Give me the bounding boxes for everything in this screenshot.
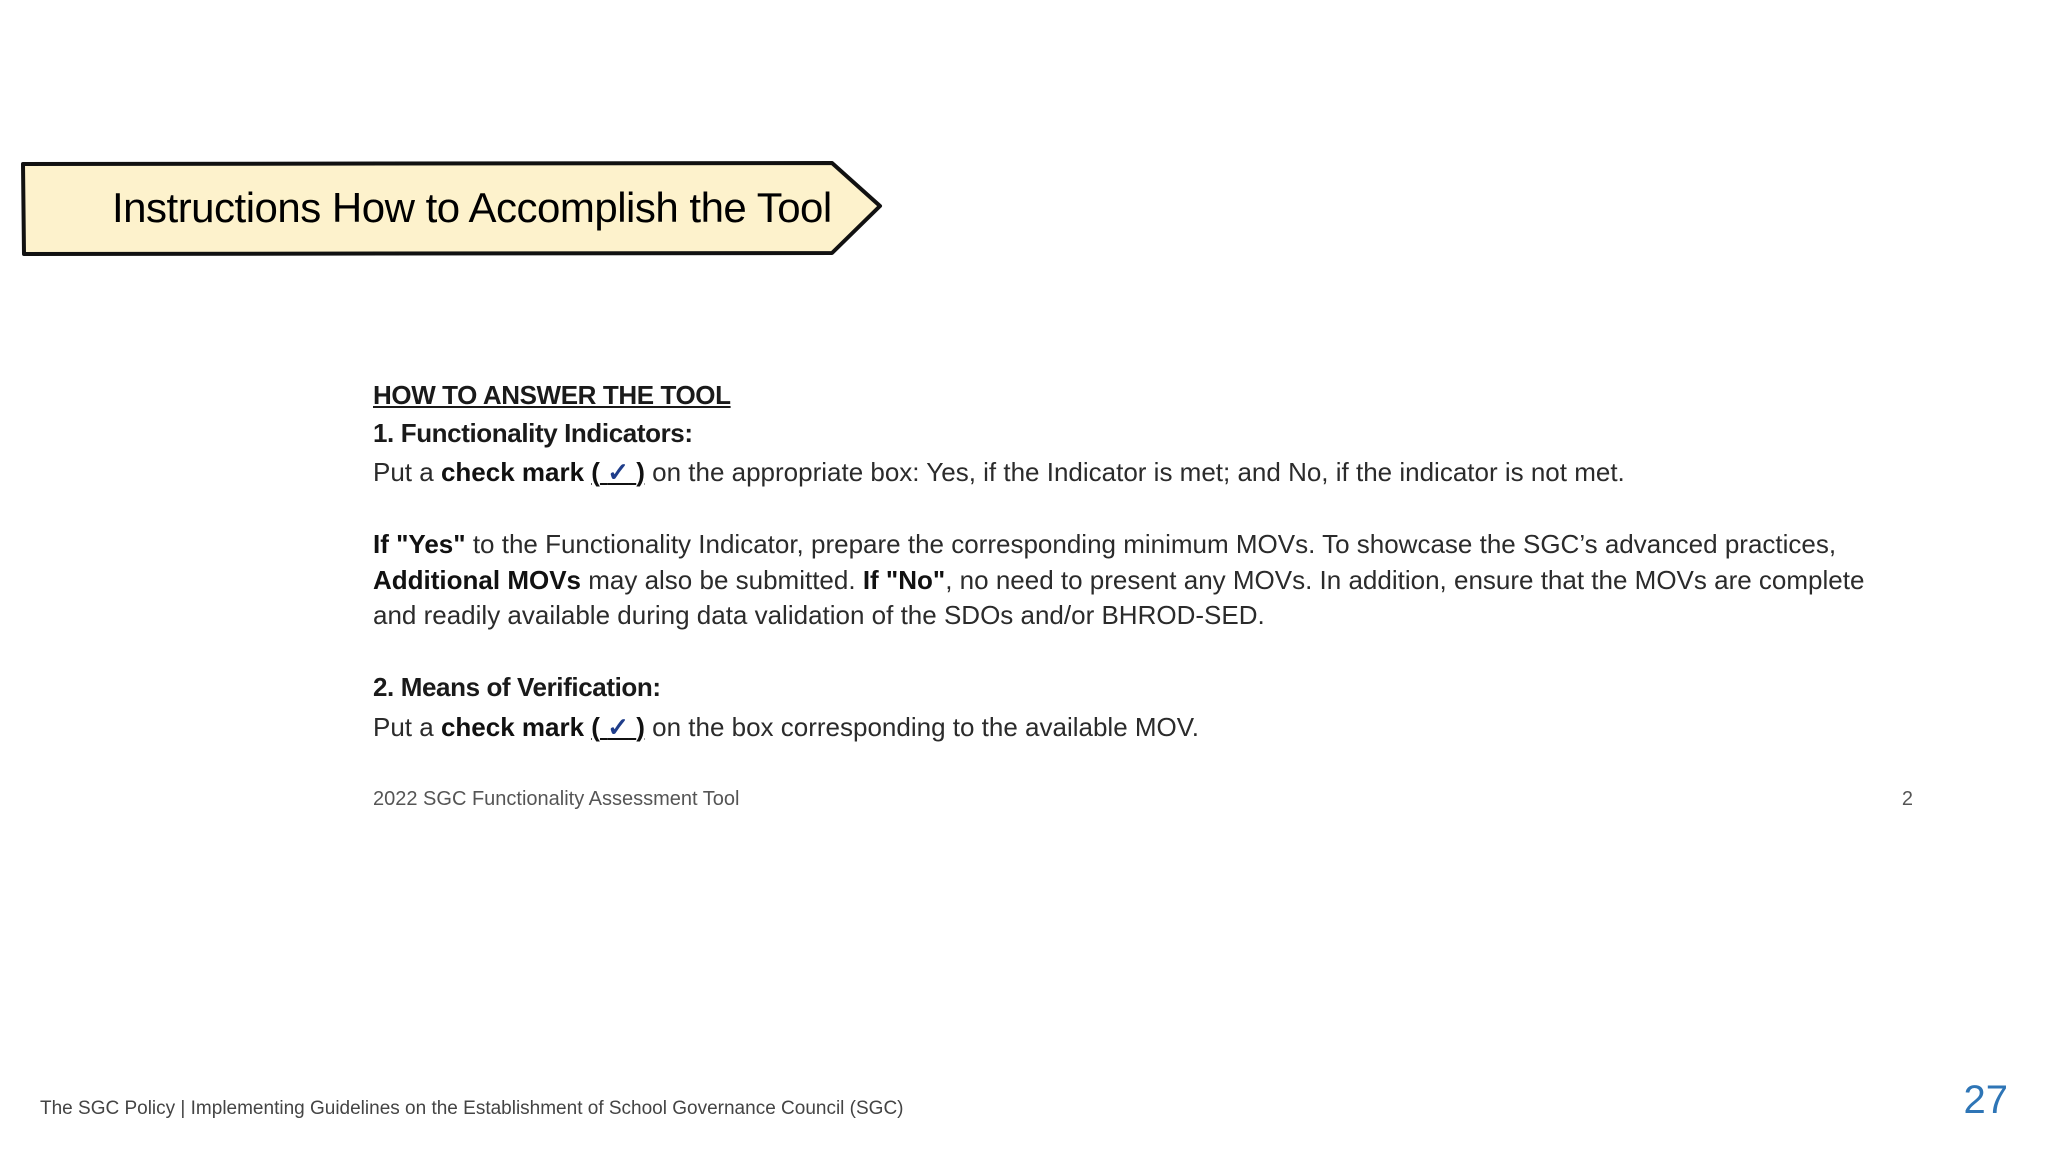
check-mark-symbol: ( ✓ ) bbox=[591, 712, 645, 742]
check-icon: ✓ bbox=[607, 712, 629, 742]
section1-instruction: Put a check mark ( ✓ ) on the appropriate box: Yes, if the Indicator is met; and No, if the indicator is not met. bbox=[373, 457, 1625, 487]
paragraph-yes-line1: If "Yes" to the Functionality Indicator, prepare the corresponding minimum MOVs. To showcase the SGC’s advanced practices, bbox=[373, 529, 1837, 559]
paragraph-yes-line3: and readily available during data validation of the SDOs and/or BHROD-SED. bbox=[373, 600, 1265, 630]
doc-page-number: 2 bbox=[1901, 788, 1913, 810]
title-banner bbox=[20, 158, 886, 258]
slide-title: Instructions How to Accomplish the Tool bbox=[112, 184, 832, 231]
doc-heading: HOW TO ANSWER THE TOOL bbox=[373, 380, 731, 410]
doc-footer-title: 2022 SGC Functionality Assessment Tool bbox=[373, 788, 740, 810]
paragraph-yes-line2: Additional MOVs may also be submitted. If "No", no need to present any MOVs. In addition, ensure that the MOVs are complete bbox=[373, 565, 1865, 595]
slide-number: 27 bbox=[1963, 1078, 2008, 1122]
check-mark-symbol: ( ✓ ) bbox=[591, 457, 645, 487]
slide-footer: The SGC Policy | Implementing Guidelines on the Establishment of School Governance Council (SGC) bbox=[40, 1098, 904, 1119]
section1-title: 1. Functionality Indicators: bbox=[373, 418, 693, 448]
check-icon: ✓ bbox=[607, 457, 629, 487]
section2-instruction: Put a check mark ( ✓ ) on the box corresponding to the available MOV. bbox=[373, 712, 1199, 742]
section2-title: 2. Means of Verification: bbox=[373, 672, 661, 702]
